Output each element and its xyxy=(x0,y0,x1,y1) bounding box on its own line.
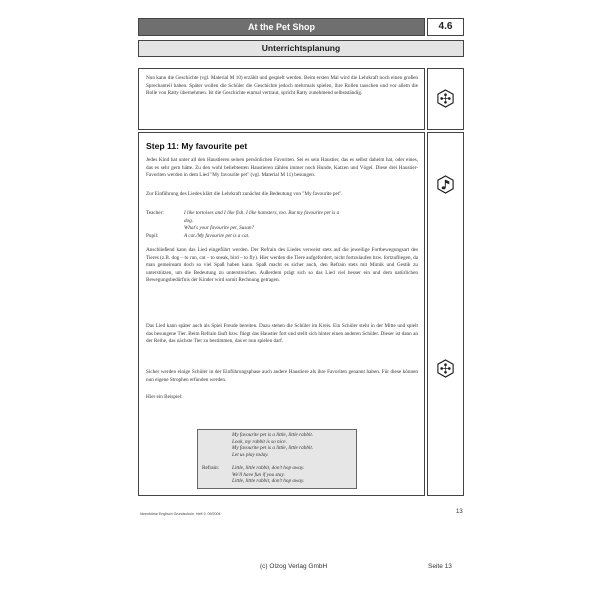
refrain-label: Refrain: xyxy=(202,465,219,471)
dialogue-line: dog. xyxy=(184,217,194,224)
refrain-line: We'll have fun if you stay. xyxy=(232,471,285,478)
step-side xyxy=(427,132,464,496)
step-paragraph-2: Zur Einführung des Liedes klärt die Lehrkraft zunächst die Bedeutung von "My favourite pet". xyxy=(146,191,343,197)
intro-text: Nun kann die Geschichte (vgl. Material M 10) erzählt und gespielt werden. Beim ersten Mal wird die Lehrkraft noch einen großen Sprechanteil haben. Später wollen die Schüler die Geschichte jedoch mehrmals spielen, ihre Rollen tauschen und vor allem die Rolle von Ratty übernehmen. Ist die Geschichte einmal vertraut, spricht Ratty zunehmend selbstständig. xyxy=(146,75,418,97)
step-paragraph-1: Jedes Kind hat unter all den Haustieren seinen persönlichen Favoriten. Sei es sein Haustier, das es selbst daheim hat, oder eines, das es sehr gern hätte. Zu den wohl beliebtesten Haustieren zählen immer noch Hunde, Katzen und Vögel. Diese drei Haustier-Favoriten werden in dem Lied "My favourite pet" (vgl. Material M 11) besungen. xyxy=(146,157,418,179)
header-row xyxy=(138,18,464,36)
verse-line: Look, my rabbit is so nice. xyxy=(232,438,287,445)
refrain xyxy=(232,465,304,485)
step-paragraph-5: Sicher werden einige Schüler in der Einführungsphase auch andere Haustiere als ihre Favoriten genannt haben. Für diese können nun eigene Strophen erfunden werden. xyxy=(146,369,418,383)
section-number: 4.6 xyxy=(427,18,464,36)
document-page xyxy=(138,18,464,574)
step-paragraph-3: Anschließend kann das Lied eingeführt werden. Der Refrain des Liedes verweist stets auf die jeweilige Fortbewegungsart des Tieres (z.B. dog – to run, cat – to sneak, bird – to fly). Hier werden die Tiere aufgefordert, nicht fortzulaufen bzw. fortzufliegen, da man gemeinsam doch so viel Spaß haben kann. Spaß macht es sicher auch, den Refrain stets mit Mimik und Gestik zu unterstützen, um die Bedeutung zu unterstreichen. Außerdem prägt sich so das Lied viel besser ein und dem natürlichen Bewegungsbedürfnis der Kinder wird somit Rechnung getragen. xyxy=(146,247,418,284)
footer-publication: Ideenbörse Englisch Grundschule, Heft 9, 09/2004 xyxy=(140,512,221,516)
footer-seite: Seite 13 xyxy=(428,563,452,570)
page-title: At the Pet Shop xyxy=(138,18,425,36)
dialogue-speaker: Pupil: xyxy=(146,232,159,239)
step-panel xyxy=(138,132,425,496)
refrain-line: Little, little rabbit, don't hop away. xyxy=(232,465,305,471)
verse-line: My favourite pet is a little, little rabbit. xyxy=(232,432,314,438)
footer-page-number: 13 xyxy=(456,509,463,515)
music-note-icon xyxy=(436,175,455,194)
verse-line: Let us play today. xyxy=(232,451,269,458)
dialogue-speaker: Teacher: xyxy=(146,210,164,216)
dialogue-line: What's your favourite pet, Susan? xyxy=(184,225,255,232)
footer-copyright: (c) Olzog Verlag GmbH xyxy=(260,563,328,570)
intro-side xyxy=(427,68,464,130)
people-circle-icon xyxy=(436,359,455,378)
intro-panel xyxy=(138,68,425,130)
step-paragraph-4: Das Lied kann später auch als Spiel Freude bereiten. Dazu stehen die Schüler im Kreis. Ein Schüler steht in der Mitte und spielt das besungene Tier. Beim Refrain läuft bzw. fliegt das Haustier fort und stellt sich hinter einen anderen Schüler. Dieser ist dann an der Reihe, das nächste Tier zu bestimmen, das er nun spielen darf. xyxy=(146,323,418,345)
song-box xyxy=(197,429,357,489)
example-label: Hier ein Beispiel: xyxy=(146,394,183,400)
refrain-line: Little, little rabbit, don't hop away. xyxy=(232,478,305,485)
verse-line: My favourite pet is a little, little rabbit. xyxy=(232,445,314,452)
dialogue-line: A cat./My favourite pet is a cat. xyxy=(184,232,250,239)
people-circle-icon xyxy=(436,89,455,108)
page-subtitle: Unterrichtsplanung xyxy=(138,40,464,57)
verse xyxy=(232,432,313,458)
step-heading: Step 11: My favourite pet xyxy=(146,141,248,151)
dialogue-line: I like tortoises and I like fish. I like hamsters, too. But my favourite pet is a xyxy=(184,210,340,216)
